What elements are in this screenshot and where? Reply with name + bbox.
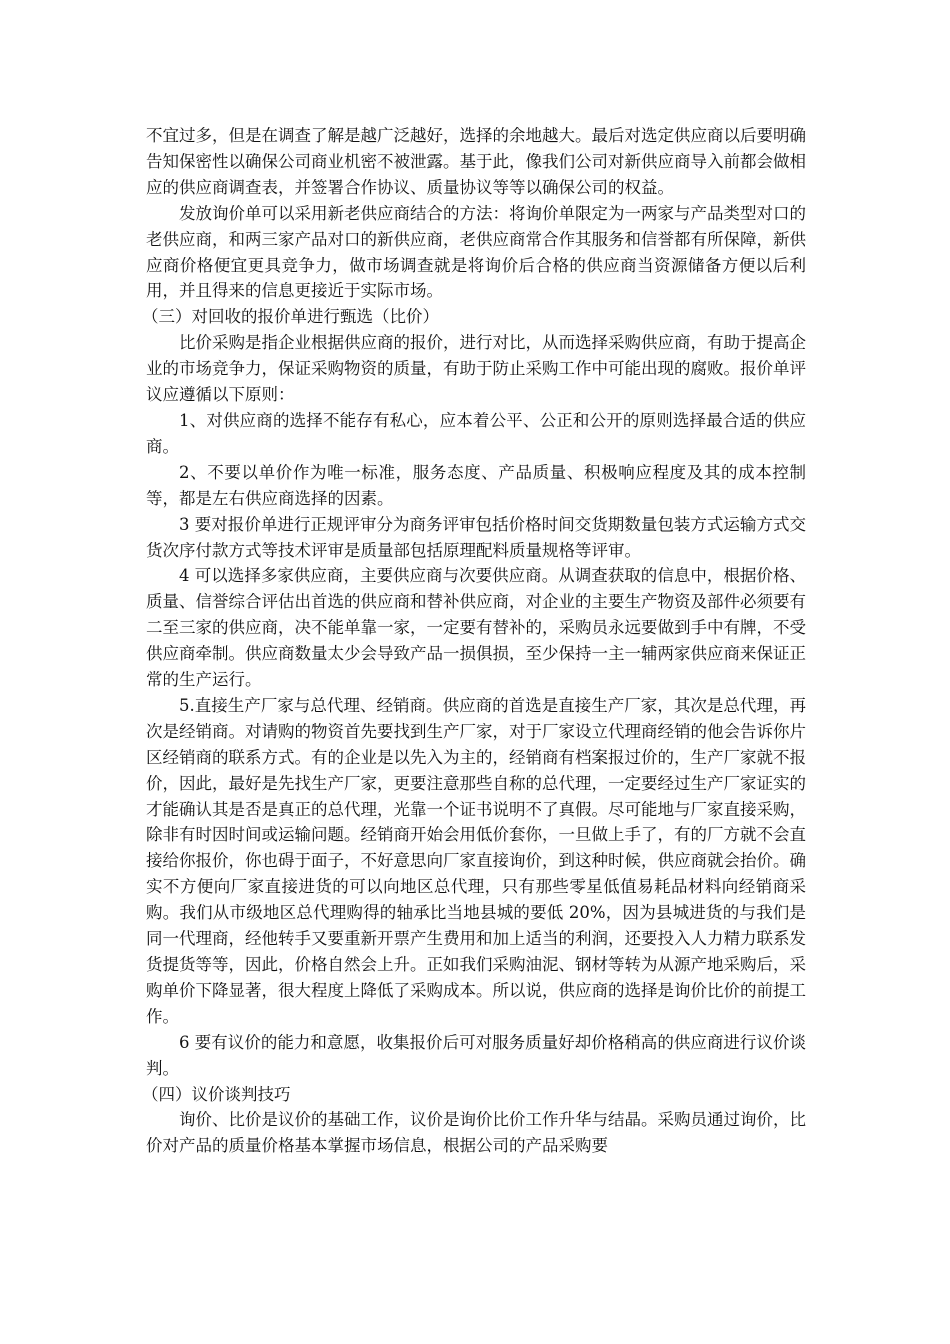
paragraph-principle-6: 6 要有议价的能力和意愿，收集报价后可对服务质量好却价格稍高的供应商进行议价谈判。 — [146, 1032, 806, 1078]
paragraph-principle-2: 2、不要以单价作为唯一标准，服务态度、产品质量、积极响应程度及其的成本控制等，都是左右供应商选择的因素。 — [146, 462, 806, 508]
section-heading-negotiation: （四）议价谈判技巧 — [142, 1084, 291, 1104]
paragraph-principle-5: 5.直接生产厂家与总代理、经销商。供应商的首选是直接生产厂家，其次是总代理，再次是经销商。对请购的物资首先要找到生产厂家，对于厂家设立代理商经销的他会告诉你片区经销商的联系方式。有的企业是以先入为主的，经销商有档案报过价的，生产厂家就不报价，因此，最好是先找生产厂家，更要注意那些自称的总代理，一定要经过生产厂家证实的才能确认其是否是真正的总代理，光靠一个证书说明不了真假。尽可能地与厂家直接采购，除非有时因时间或运输问题。经销商开始会用低价套你，一旦做上手了，有的厂方就不会直接给你报价，你也碍于面子，不好意思向厂家直接询价，到这种时候，供应商就会抬价。确实不方便向厂家直接进货的可以向地区总代理，只有那些零星低值易耗品材料向经销商采购。我们从市级地区总代理购得的轴承比当地县城的要低 20%，因为县城进货的与我们是同一代理商，经他转手又要重新开票产生费用和加上适当的利润，还要投入人力精力联系发货提货等等，因此，价格自然会上升。正如我们采购油泥、钢材等转为从源产地采购后，采购单价下降显著，很大程度上降低了采购成本。所以说，供应商的选择是询价比价的前提工作。 — [146, 695, 806, 1026]
paragraph-inquiry-distribution: 发放询价单可以采用新老供应商结合的方法：将询价单限定为一两家与产品类型对口的老供应商，和两三家产品对口的新供应商，老供应商常合作其服务和信誉都有所保障，新供应商价格便宜更具竞争力，做市场调查就是将询价后合格的供应商当资源储备方便以后利用，并且得来的信息更接近于实际市场。 — [146, 203, 806, 301]
paragraph-supplier-survey: 不宜过多，但是在调查了解是越广泛越好，选择的余地越大。最后对选定供应商以后要明确告知保密性以确保公司商业机密不被泄露。基于此，像我们公司对新供应商导入前都会做相应的供应商调查表，并签署合作协议、质量协议等等以确保公司的权益。 — [146, 126, 806, 197]
document-page — [142, 123, 806, 1159]
section-heading-price-comparison: （三）对回收的报价单进行甄选（比价） — [142, 307, 439, 327]
paragraph-principle-1: 1、对供应商的选择不能存有私心，应本着公平、公正和公开的原则选择最合适的供应商。 — [146, 410, 806, 456]
paragraph-principle-3: 3 要对报价单进行正规评审分为商务评审包括价格时间交货期数量包装方式运输方式交货次序付款方式等技术评审是质量部包括原理配料质量规格等评审。 — [146, 514, 806, 560]
paragraph-negotiation-intro: 询价、比价是议价的基础工作，议价是询价比价工作升华与结晶。采购员通过询价，比价对产品的质量价格基本掌握市场信息，根据公司的产品采购要 — [146, 1110, 806, 1156]
paragraph-principle-4: 4 可以选择多家供应商，主要供应商与次要供应商。从调查获取的信息中，根据价格、质量、信誉综合评估出首选的供应商和替补供应商，对企业的主要生产物资及部件必须要有二至三家的供应商，决不能单靠一家，一定要有替补的，采购员永远要做到手中有牌，不受供应商牵制。供应商数量太少会导致产品一损俱损，至少保持一主一辅两家供应商来保证正常的生产运行。 — [146, 566, 806, 690]
paragraph-price-comparison-intro: 比价采购是指企业根据供应商的报价，进行对比，从而选择采购供应商，有助于提高企业的市场竞争力，保证采购物资的质量，有助于防止采购工作中可能出现的腐败。报价单评议应遵循以下原则： — [146, 333, 806, 405]
